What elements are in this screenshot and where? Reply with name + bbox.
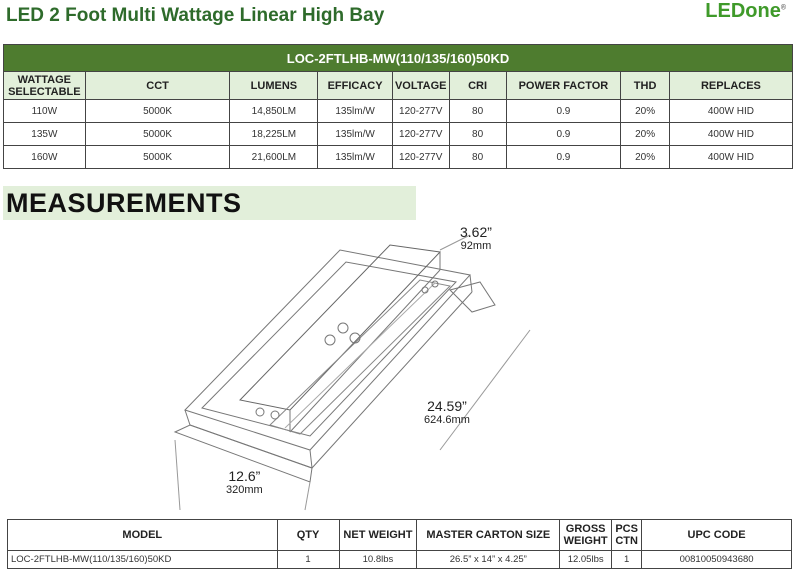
table-cell: 160W [4,146,86,169]
table-cell: 110W [4,100,86,123]
housing-inner [202,262,456,436]
table-cell: 135W [4,123,86,146]
registered-mark: ® [780,4,786,12]
spec-header-power-factor: POWER FACTOR [506,72,621,100]
driver-box [240,245,440,410]
table-cell: 18,225LM [230,123,318,146]
length-mm: 624.6mm [424,414,470,426]
table-cell: 00810050943680 [642,551,792,569]
table-cell: 80 [449,146,506,169]
fixture-drawing [150,220,570,520]
spec-header-cri: CRI [449,72,506,100]
table-cell: 26.5” x 14” x 4.25” [417,551,560,569]
table-cell: 400W HID [669,123,792,146]
width-mm: 320mm [226,484,263,496]
table-cell: 120-277V [392,100,449,123]
spec-header-voltage: VOLTAGE [392,72,449,100]
table-row [4,100,793,123]
height-mm: 92mm [460,240,492,252]
width-dimension [226,468,263,496]
measurements-title: MEASUREMENTS [6,188,242,218]
table-cell: 0.9 [506,123,621,146]
table-cell: 14,850LM [230,100,318,123]
table-cell: 21,600LM [230,146,318,169]
table-cell: 20% [621,123,670,146]
table-cell: 0.9 [506,146,621,169]
order-header-qty: QTY [277,520,339,551]
table-cell: 20% [621,146,670,169]
table-cell: 400W HID [669,100,792,123]
height-inches: 3.62” [460,224,492,240]
knockout-hole [432,281,438,287]
knockout-hole [325,335,335,345]
table-cell: 135lm/W [318,146,392,169]
spec-header-efficacy: EFFICACY [318,72,392,100]
spec-header-thd: THD [621,72,670,100]
spec-header-replaces: REPLACES [669,72,792,100]
table-cell: 80 [449,100,506,123]
table-row [4,123,793,146]
table-cell: 20% [621,100,670,123]
table-cell: 135lm/W [318,123,392,146]
brand-logo [705,0,786,23]
table-cell: 135lm/W [318,100,392,123]
order-header-pcs-ctn: PCS CTN [612,520,642,551]
table-row [8,551,792,569]
length-inches: 24.59” [427,398,467,414]
table-cell: 1 [612,551,642,569]
width-dimension-line [175,440,180,510]
knockout-hole [271,411,279,419]
table-cell: 80 [449,123,506,146]
spec-table [3,44,793,169]
table-cell: 10.8lbs [339,551,417,569]
spec-header-cct: CCT [85,72,230,100]
order-header-net-weight: NET WEIGHT [339,520,417,551]
table-row [4,146,793,169]
document-title: LED 2 Foot Multi Wattage Linear High Bay [6,5,385,26]
table-cell: 5000K [85,100,230,123]
order-header-upc: UPC CODE [642,520,792,551]
table-cell: 0.9 [506,100,621,123]
table-cell: 1 [277,551,339,569]
table-cell: LOC-2FTLHB-MW(110/135/160)50KD [8,551,278,569]
spec-header-lumens: LUMENS [230,72,318,100]
width-inches: 12.6” [228,468,261,484]
height-dimension [460,224,492,252]
length-dimension-line [440,330,530,450]
order-header-carton-size: MASTER CARTON SIZE [417,520,560,551]
length-dimension [424,398,470,426]
table-cell: 120-277V [392,146,449,169]
table-cell: 400W HID [669,146,792,169]
order-header-model: MODEL [8,520,278,551]
spec-header-wattage: WATTAGE SELECTABLE [4,72,86,100]
spec-model-banner: LOC-2FTLHB-MW(110/135/160)50KD [4,45,793,72]
table-cell: 120-277V [392,123,449,146]
ordering-table [7,519,792,569]
knockout-hole [338,323,348,333]
logo-text: LEDone [705,0,781,22]
end-plate [450,282,495,312]
order-header-gross-weight: GROSS WEIGHT [560,520,612,551]
table-cell: 5000K [85,123,230,146]
knockout-hole [256,408,264,416]
table-cell: 5000K [85,146,230,169]
table-cell: 12.05lbs [560,551,612,569]
